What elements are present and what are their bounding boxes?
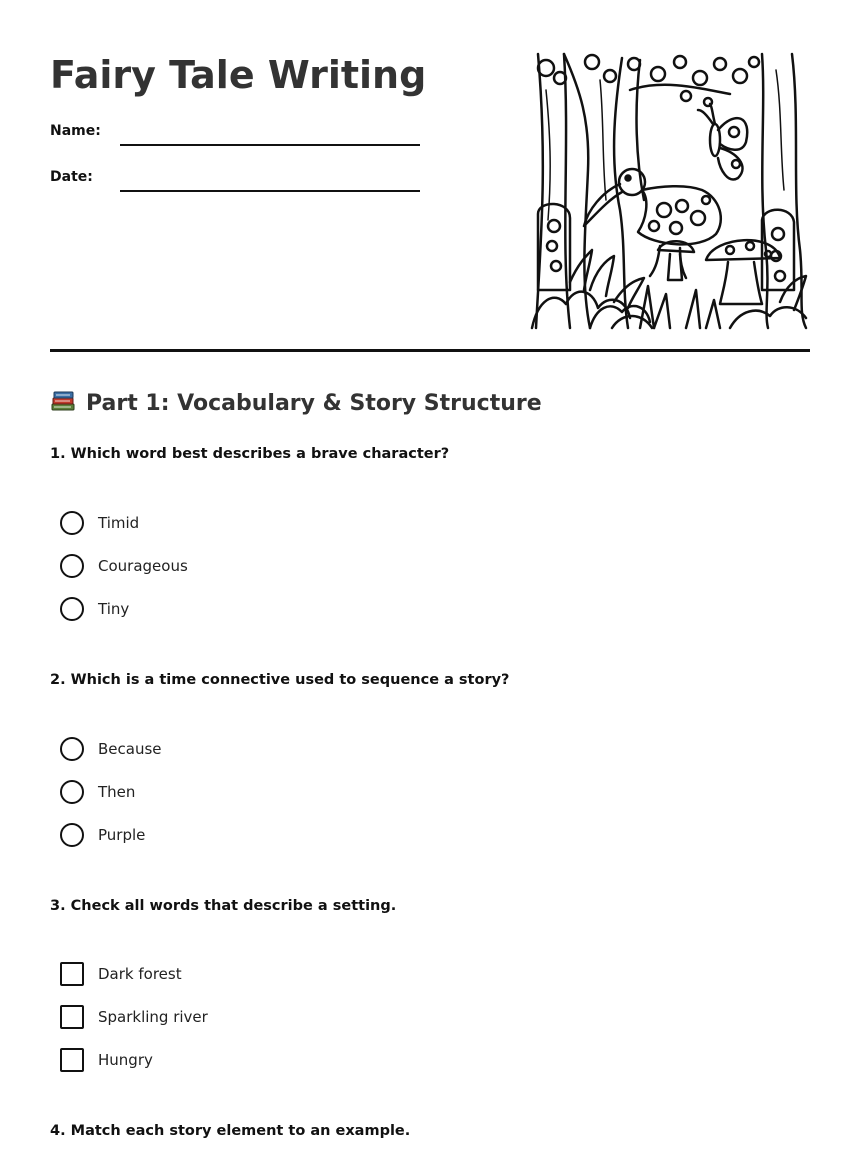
- radio-button[interactable]: [60, 597, 84, 621]
- option-label: Dark forest: [98, 965, 182, 983]
- option-label: Hungry: [98, 1051, 153, 1069]
- question-1: 1. Which word best describes a brave character?: [50, 446, 450, 462]
- header-divider: [50, 349, 810, 352]
- option-timid[interactable]: [60, 511, 460, 537]
- option-dark-forest[interactable]: [60, 962, 460, 988]
- option-label: Sparkling river: [98, 1008, 208, 1026]
- option-label: Courageous: [98, 557, 188, 575]
- option-then[interactable]: [60, 780, 460, 806]
- option-tiny[interactable]: [60, 597, 460, 623]
- option-because[interactable]: [60, 737, 460, 763]
- option-label: Tiny: [98, 600, 130, 618]
- date-input-line[interactable]: [120, 190, 420, 192]
- radio-button[interactable]: [60, 554, 84, 578]
- books-icon: [50, 388, 76, 414]
- date-field[interactable]: [50, 168, 420, 192]
- forest-illustration: [530, 50, 810, 330]
- option-label: Timid: [98, 514, 140, 532]
- radio-button[interactable]: [60, 737, 84, 761]
- option-label: Then: [98, 783, 136, 801]
- checkbox[interactable]: [60, 1005, 84, 1029]
- page-title: Fairy Tale Writing: [50, 53, 427, 97]
- question-4: 4. Match each story element to an example.: [50, 1123, 411, 1139]
- option-label: Because: [98, 740, 162, 758]
- option-courageous[interactable]: [60, 554, 460, 580]
- section-heading-text: Part 1: Vocabulary & Story Structure: [86, 391, 542, 416]
- question-3: 3. Check all words that describe a setting.: [50, 898, 397, 914]
- radio-button[interactable]: [60, 780, 84, 804]
- checkbox[interactable]: [60, 1048, 84, 1072]
- option-purple[interactable]: [60, 823, 460, 849]
- radio-button[interactable]: [60, 823, 84, 847]
- checkbox[interactable]: [60, 962, 84, 986]
- question-2: 2. Which is a time connective used to sequence a story?: [50, 672, 510, 688]
- option-sparkling-river[interactable]: [60, 1005, 460, 1031]
- name-label: Name:: [50, 123, 101, 139]
- option-hungry[interactable]: [60, 1048, 460, 1074]
- radio-button[interactable]: [60, 511, 84, 535]
- section-heading: [50, 388, 542, 419]
- name-input-line[interactable]: [120, 144, 420, 146]
- name-field[interactable]: [50, 122, 420, 146]
- option-label: Purple: [98, 826, 146, 844]
- date-label: Date:: [50, 169, 93, 185]
